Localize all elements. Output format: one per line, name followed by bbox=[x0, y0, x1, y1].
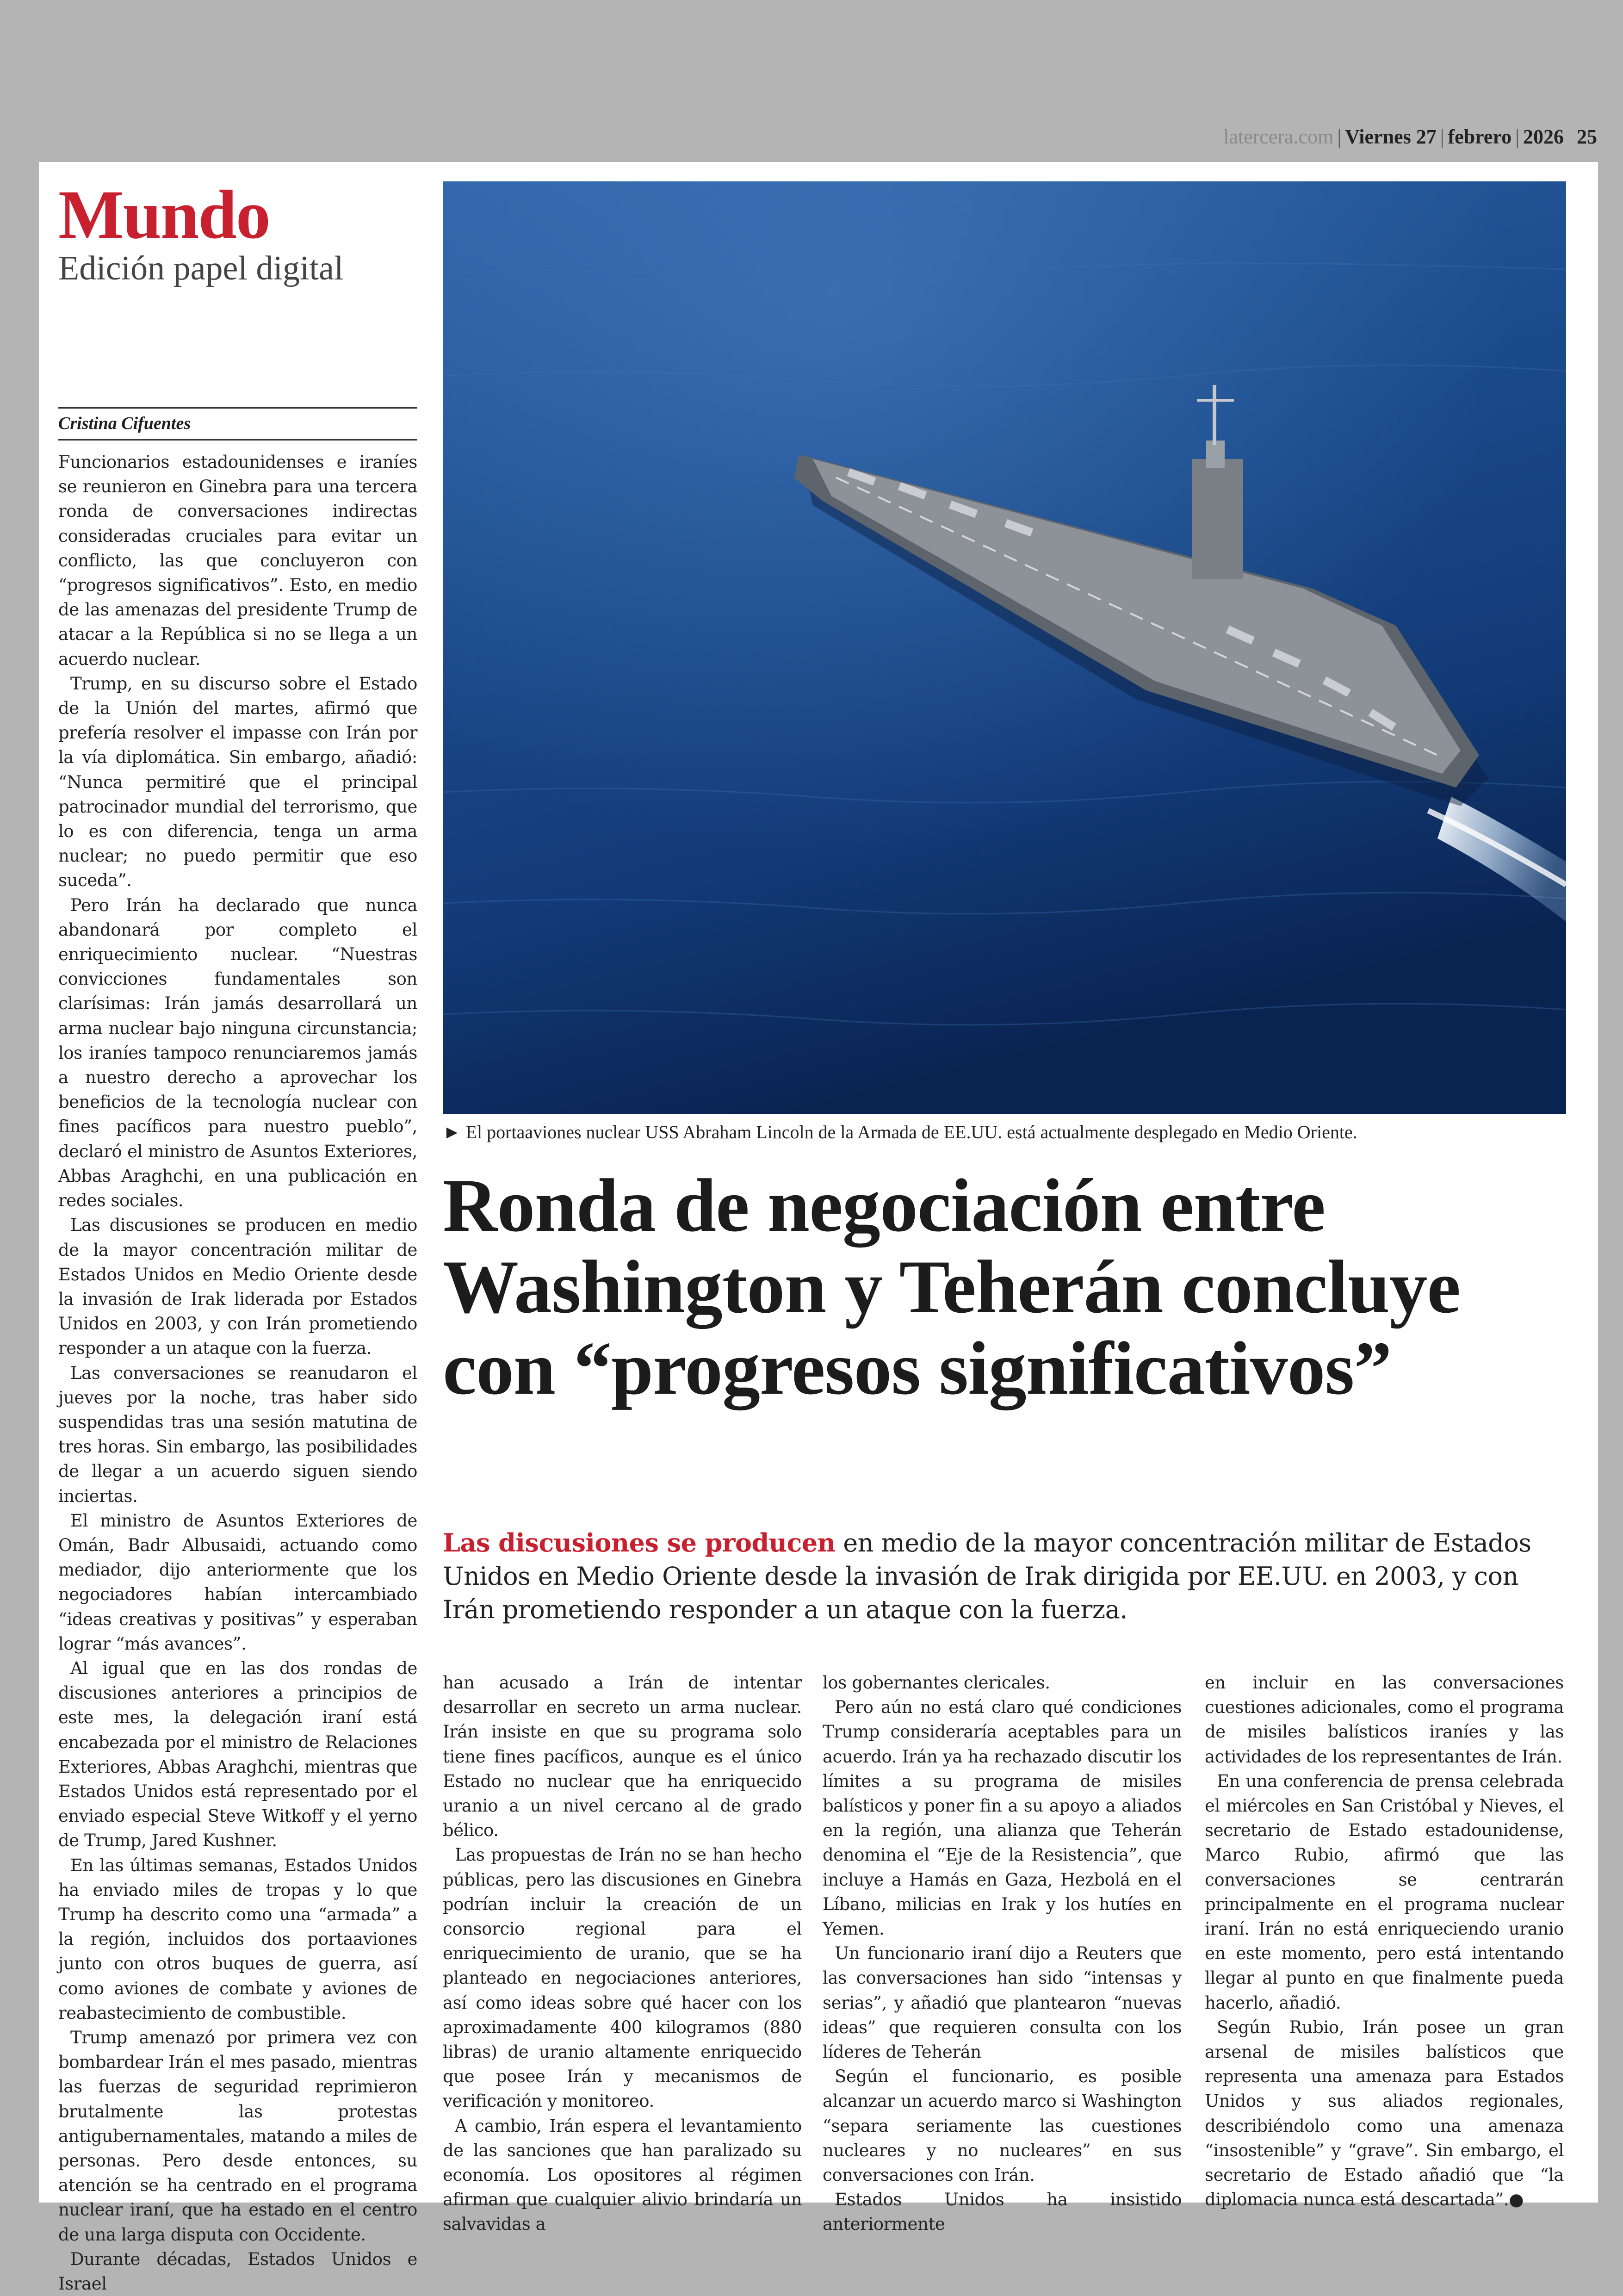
headline: Ronda de negociación entre Washington y Teherán concluye con “progresos significativos” bbox=[443, 1164, 1461, 1410]
paragraph: Las conversaciones se reanudaron el jueves por la noche, tras haber sido suspendidas tras una sesión matutina de tres horas. Sin embargo, las posibilidades de llegar a un acuerdo siguen siendo inciertas. bbox=[58, 1363, 417, 1506]
paragraph: Estados Unidos ha insistido anteriormente bbox=[823, 2190, 1182, 2234]
byline: Cristina Cifuentes bbox=[58, 407, 417, 441]
paragraph: Las discusiones se producen en medio de la mayor concentración militar de Estados Unidos en Medio Oriente desde la invasión de Irak liderada por Estados Unidos en 2003, y con Irán prometiendo responder a un ataque con la fuerza. bbox=[58, 1215, 417, 1359]
folio-year: 2026 bbox=[1523, 125, 1564, 148]
paragraph: Pero aún no está claro qué condiciones Trump consideraría aceptables para un acuerdo. Irán ya ha rechazado discutir los límites a su programa de misiles balísticos y poner fin a su apoyo a aliados en la región, una alianza que Teherán denomina el “Eje de la Resistencia”, que incluye a Hamás en Gaza, Hezbolá en el Líbano, milicias en Irak y los hutíes en Yemen. bbox=[823, 1697, 1182, 1939]
paragraph: En las últimas semanas, Estados Unidos ha enviado miles de tropas y lo que Trump ha descrito como una “armada” a la región, incluidos dos portaaviones junto con otros buques de guerra, así como aviones de combate y aviones de reabastecimiento de combustible. bbox=[58, 1855, 417, 2023]
paragraph: En una conferencia de prensa celebrada el miércoles en San Cristóbal y Nieves, el secretario de Estado estadounidense, Marco Rubio, afirmó que las conversaciones se centrarán principalmente en el programa nuclear iraní. Irán no está enriqueciendo uranio en este momento, pero está intentando llegar al punto en que finalmente pueda hacerlo, añadió. bbox=[1205, 1771, 1564, 2013]
paragraph: El ministro de Asuntos Exteriores de Omán, Badr Albusaidi, actuando como mediador, dijo anteriormente que los negociadores habían intercambiado “ideas creativas y positivas” y esperaban lograr “más avances”. bbox=[58, 1510, 417, 1654]
paragraph: Las propuestas de Irán no se han hecho públicas, pero las discusiones en Ginebra podrían incluir la creación de un consorcio regional para el enriquecimiento de uranio, que se ha planteado en negociaciones anteriores, así como ideas sobre qué hacer con los aproximadamente 400 kilogramos (880 libras) de uranio altamente enriquecido que posee Irán y mecanismos de verificación y monitoreo. bbox=[443, 1845, 802, 2111]
paragraph: en incluir en las conversaciones cuestiones adicionales, como el programa de misiles balísticos iraníes y las actividades de los representantes de Irán. bbox=[1205, 1673, 1564, 1767]
paragraph: A cambio, Irán espera el levantamiento de las sanciones que han paralizado su economía. Los opositores al régimen afirman que cualquier alivio brindaría un salvavidas a bbox=[443, 2116, 802, 2234]
paragraph: Según el funcionario, es posible alcanzar un acuerdo marco si Washington “separa seriamente las cuestiones nucleares y no nucleares” en sus conversaciones con Irán. bbox=[823, 2066, 1182, 2185]
body-column-4 bbox=[1205, 1670, 1564, 2212]
folio-site: latercera.com bbox=[1223, 125, 1334, 148]
aircraft-carrier-photo bbox=[443, 181, 1566, 1114]
paragraph: Funcionarios estadounidenses e iraníes se reunieron en Ginebra para una tercera ronda de conversaciones indirectas consideradas cruciales para evitar un conflicto, las que concluyeron con “progresos significativos”. Esto, en medio de las amenazas del presidente Trump de atacar a la República si no se llega a un acuerdo nuclear. bbox=[58, 452, 417, 669]
section-subtitle: Edición papel digital bbox=[58, 249, 344, 287]
paragraph: Al igual que en las dos rondas de discusiones anteriores a principios de este mes, la delegación iraní está encabezada por el ministro de Relaciones Exteriores, Abbas Araghchi, mientras que Estados Unidos está representado por el enviado especial Steve Witkoff y el yerno de Trump, Jared Kushner. bbox=[58, 1658, 417, 1851]
paragraph: Según Rubio, Irán posee un gran arsenal de misiles balísticos que representa una amenaza para Estados Unidos y sus aliados regionales, describiéndolo como una amenaza “insostenible” y “grave”. Sin embargo, el secretario de Estado añadió que “la diplomacia nunca está descartada”.● bbox=[1205, 2017, 1564, 2210]
paragraph: Pero Irán ha declarado que nunca abandonará por completo el enriquecimiento nuclear. “Nuestras convicciones fundamentales son clarísimas: Irán jamás desarrollará un arma nuclear bajo ninguna circunstancia; los iraníes tampoco renunciaremos jamás a nuestro derecho a aprovechar los beneficios de la tecnología nuclear con fines pacíficos para nuestro pueblo”, declaró el ministro de Asuntos Exteriores, Abbas Araghchi, en una publicación en redes sociales. bbox=[58, 895, 417, 1211]
article-deck bbox=[443, 1526, 1566, 1626]
photo-caption: ► El portaaviones nuclear USS Abraham Lincoln de la Armada de EE.UU. está actualmente desplegado en Medio Oriente. bbox=[443, 1122, 1357, 1142]
paragraph: los gobernantes clericales. bbox=[823, 1673, 1050, 1693]
section-name: Mundo bbox=[58, 176, 270, 253]
deck-text: en medio de la mayor concentración militar de Estados Unidos en Medio Oriente desde la invasión de Irak dirigida por EE.UU. en 2003, y con Irán prometiendo responder a un ataque con la fuerza. bbox=[443, 1528, 1531, 1624]
page-folio: latercera.com | Viernes 27 | febrero | 2026 25 bbox=[1223, 125, 1597, 148]
folio-month: febrero bbox=[1448, 125, 1512, 148]
body-column-3 bbox=[823, 1670, 1182, 2237]
newspaper-page bbox=[39, 162, 1598, 2294]
deck-lead: Las discusiones se producen bbox=[443, 1528, 836, 1558]
paragraph: Trump amenazó por primera vez con bombardear Irán el mes pasado, mientras las fuerzas de seguridad reprimieron brutalmente las protestas antigubernamentales, matando a miles de personas. Pero desde entonces, su atención se ha centrado en el programa nuclear iraní, que ha estado en el centro de una larga disputa con Occidente. bbox=[58, 2028, 417, 2245]
paragraph: Trump, en su discurso sobre el Estado de la Unión del martes, afirmó que prefería resolver el impasse con Irán por la vía diplomática. Sin embargo, añadió: “Nunca permitiré que el principal patrocinador mundial del terrorismo, que lo es con diferencia, tenga un arma nuclear; no puedo permitir que eso suceda”. bbox=[58, 673, 417, 891]
folio-day: Viernes 27 bbox=[1345, 125, 1437, 148]
paragraph: Un funcionario iraní dijo a Reuters que las conversaciones han sido “intensas y serias”, y añadió que plantearon “nuevas ideas” que requieren consulta con los líderes de Teherán bbox=[823, 1943, 1182, 2062]
body-column-2 bbox=[443, 1670, 802, 2237]
page-number: 25 bbox=[1577, 125, 1597, 148]
section-header bbox=[58, 178, 344, 288]
paragraph: Durante décadas, Estados Unidos e Israel bbox=[58, 2249, 417, 2294]
paragraph: han acusado a Irán de intentar desarrollar en secreto un arma nuclear. Irán insiste en que su programa solo tiene fines pacíficos, aunque es el único Estado no nuclear que ha enriquecido uranio a un nivel cercano al de grado bélico. bbox=[443, 1673, 802, 1841]
body-column-1 bbox=[58, 450, 417, 2296]
